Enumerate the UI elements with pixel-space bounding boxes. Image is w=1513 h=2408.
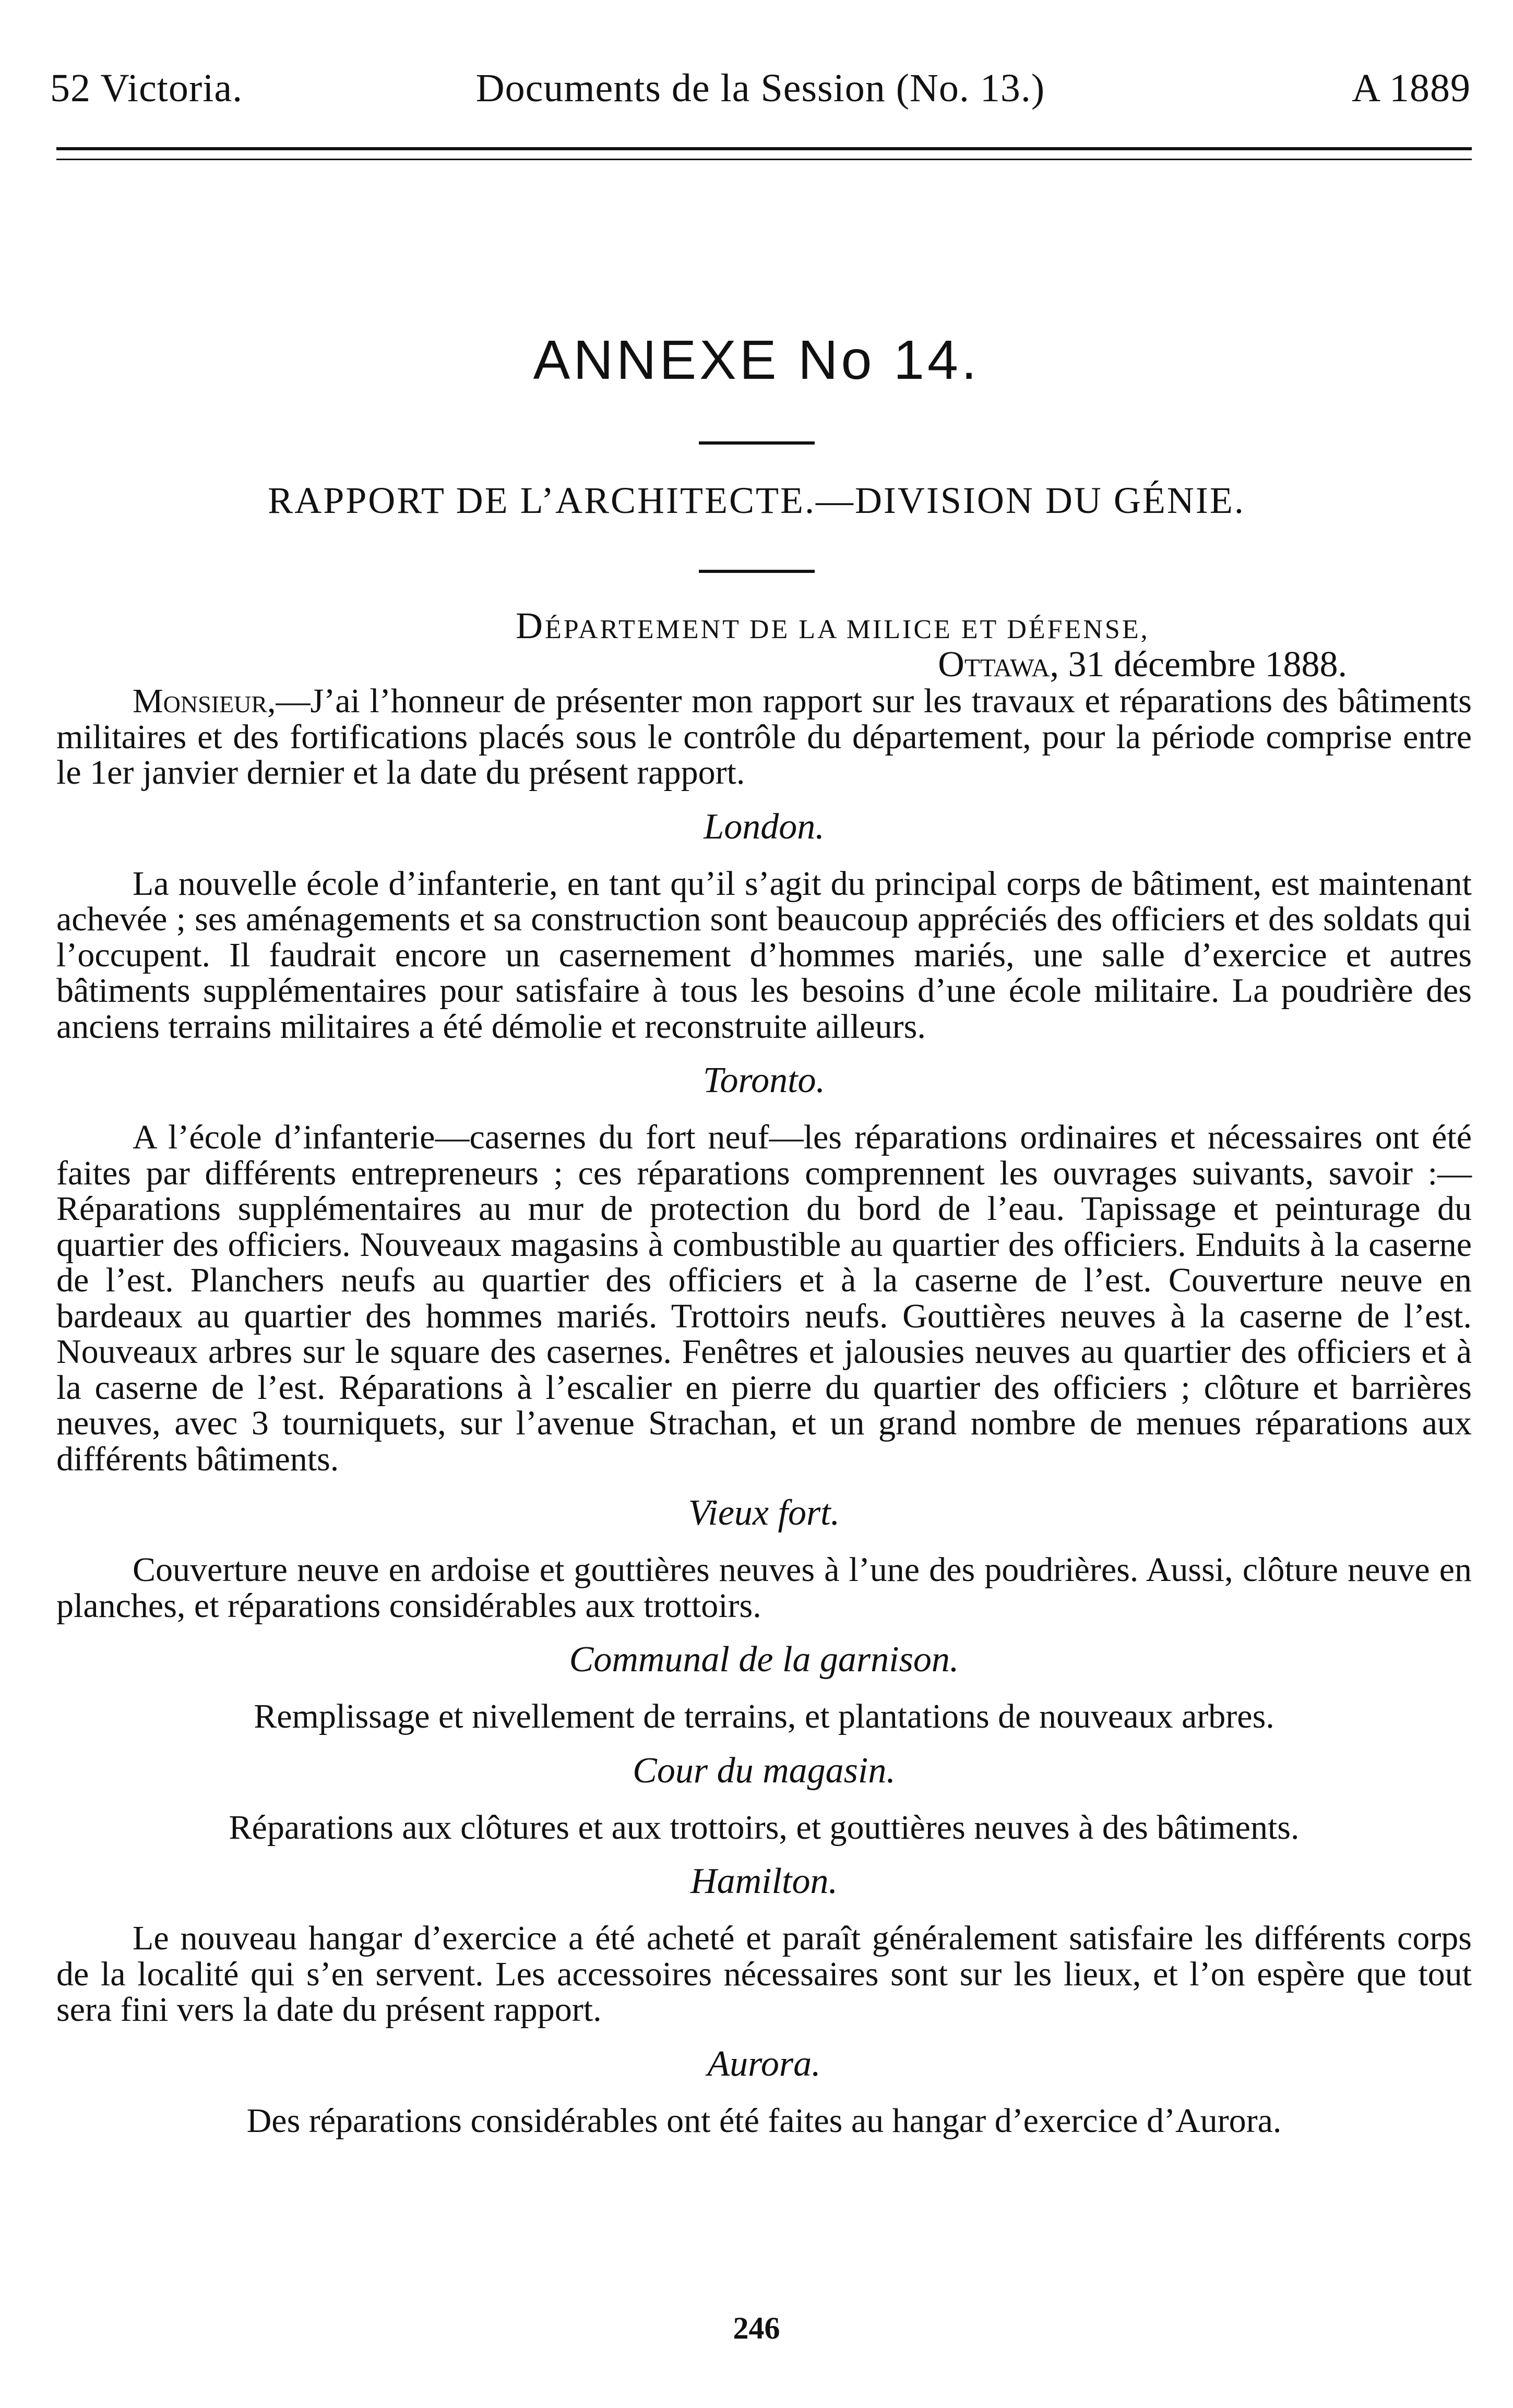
section-heading-london: London. [704,806,825,847]
dateline-place: Ottawa, [938,644,1059,685]
department-initial: D [516,605,545,646]
intro-text: —J’ai l’honneur de présenter mon rapport sur les travaux et réparations des bâtiments militaires et des fortifications placés sous le contrôle du département, pour la période comprise entre le 1er janvier dernier et la date du présent rapport. [56,682,1472,792]
header-double-rule [56,147,1472,160]
header-year: A 1889 [1352,66,1471,110]
intro-paragraph [56,684,1472,791]
annexe-title: ANNEXE No 14. [533,329,980,391]
department-name: ÉPARTEMENT DE LA MILICE ET DÉFENSE, [545,615,1150,644]
section-heading-communal: Communal de la garnison. [569,1639,959,1680]
section-text-cour-du-magasin: Réparations aux clôtures et aux trottoirs, et gouttières neuves à des bâtiments. [229,1808,1300,1847]
section-text-aurora: Des réparations considérables ont été faites au hangar d’exercice d’Aurora. [246,2101,1282,2140]
report-subtitle: RAPPORT DE L’ARCHITECTE.—DIVISION DU GÉNIE. [268,480,1245,521]
report-body [56,684,1472,2139]
section-text-toronto: A l’école d’infanterie—casernes du fort neuf—les réparations ordinaires et nécessaires ont été faites par différents entrepreneurs ; ces réparations comprennent les ouvrages suivants, savoir :—Réparations supplémentaires au mur de protection du bord de l’eau. Tapissage et peinturage du quartier des officiers. Nouveaux magasins à combustible au quartier des officiers. Enduits à la caserne de l’est. Planchers neufs au quartier des officiers et à la caserne de l’est. Couverture neuve en bardeaux au quartier des hommes mariés. Trottoirs neufs. Gouttières neuves à la caserne de l’est. Nouveaux arbres sur le square des casernes. Fenêtres et jalousies neuves au quartier des officiers et à la caserne de l’est. Réparations à l’escalier en pierre du quartier des officiers ; clôture et barrières neuves, avec 3 tourniquets, sur l’avenue Strachan, et un grand nombre de menues réparations aux différents bâtiments. [56,1118,1472,1478]
section-heading-cour-du-magasin: Cour du magasin. [633,1750,896,1791]
salutation: Monsieur, [133,682,276,720]
department-line [516,604,1150,648]
title-rule [699,441,815,445]
section-heading-hamilton: Hamilton. [690,1861,838,1901]
header-volume: 52 Victoria. [50,66,243,110]
dateline [938,644,1347,686]
section-text-hamilton: Le nouveau hangar d’exercice a été acheté et paraît généralement satisfaire les différents corps de la localité qui s’en servent. Les accessoires nécessaires sont sur les lieux, et l’on espère que tout sera fini vers la date du présent rapport. [56,1919,1472,2029]
section-text-london: La nouvelle école d’infanterie, en tant qu’il s’agit du principal corps de bâtiment, est maintenant achevée ; ses aménagements et sa construction sont beaucoup appréciés des officiers et des soldats qui l’occupent. Il faudrait encore un casernement d’hommes mariés, une salle d’exercice et autres bâtiments supplémentaires pour satisfaire à tous les besoins d’une école militaire. La poudrière des anciens terrains militaires a été démolie et reconstruite ailleurs. [56,864,1472,1046]
section-heading-vieux-fort: Vieux fort. [688,1493,840,1533]
header-session: Documents de la Session (No. 13.) [475,66,1045,110]
subtitle-rule [699,570,815,573]
section-text-communal: Remplissage et nivellement de terrains, et plantations de nouveaux arbres. [254,1697,1274,1735]
section-heading-aurora: Aurora. [707,2043,821,2084]
section-text-vieux-fort: Couverture neuve en ardoise et gouttières neuves à l’une des poudrières. Aussi, clôture neuve en planches, et réparations considérables aux trottoirs. [56,1551,1472,1625]
dateline-date: 31 décembre 1888. [1058,644,1347,685]
running-head [50,66,1471,123]
page-number: 246 [733,2311,780,2345]
section-heading-toronto: Toronto. [702,1060,826,1100]
